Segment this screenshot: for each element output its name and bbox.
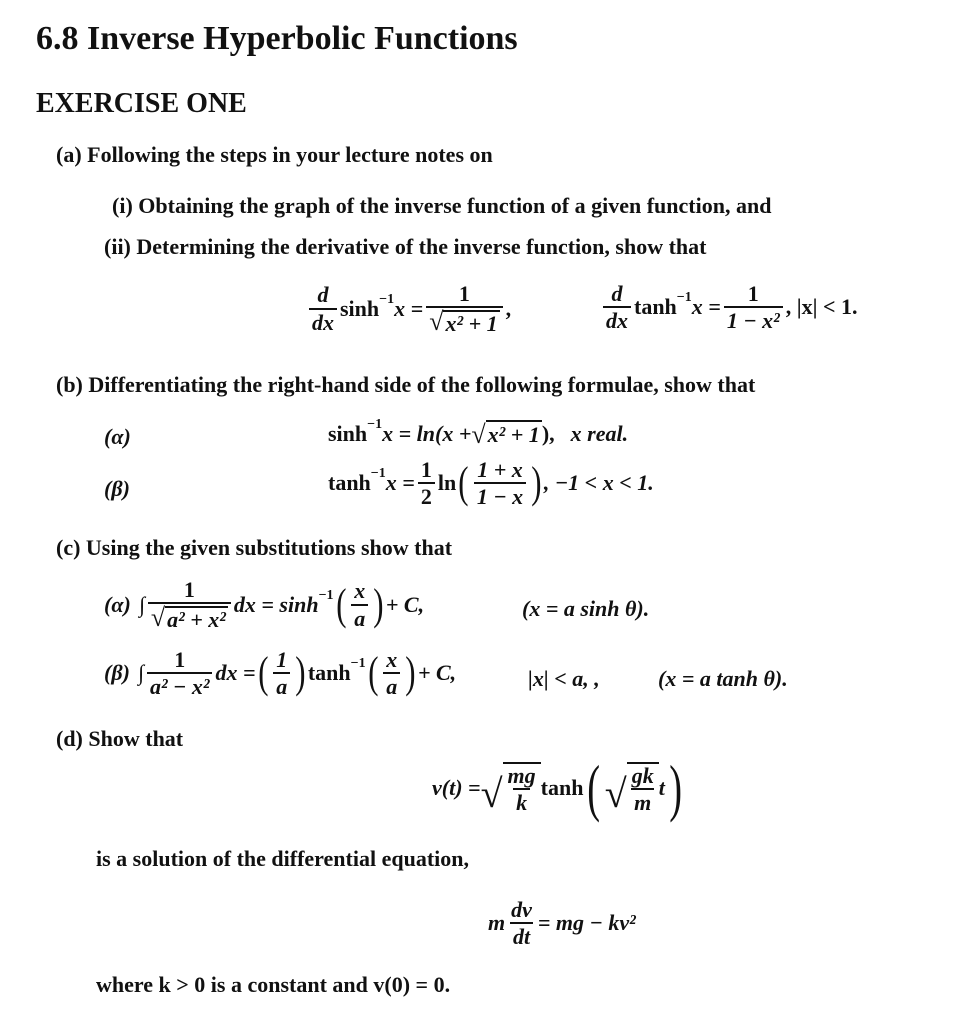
condition-abs-x: |x| < a, , <box>528 666 600 691</box>
part-b-beta-label: (β) <box>104 476 130 501</box>
formula-tanh-inverse-log: tanh −1 x = $\frac{1}{2}$ ln ( $\frac{1 + x}{1 - x}$ ) , −1 < x < 1. <box>328 457 654 510</box>
formula-sinh-inverse-log: sinh −1 x = ln(x + √ x² + 1 ), x real. <box>328 417 629 449</box>
part-c-intro: (c) Using the given substitutions show that <box>56 535 453 560</box>
velocity-formula: v(t) = √ $\frac{mg}{k}$ tanh ( √ $\frac{gk}{m}$ t ) <box>432 752 682 823</box>
equation-d-sinh-inverse: $\frac{d}{dx}$ sinh −1 x = 1 √ x² + 1 , <box>306 282 511 335</box>
equation-d-tanh-inverse: $\frac{d}{dx}$ tanh −1 x = $\frac{1}{\text{1 − x²}}$ , |x| < 1. <box>600 282 858 332</box>
part-d-intro: (d) Show that <box>56 726 184 751</box>
section-title: 6.8 Inverse Hyperbolic Functions <box>36 20 518 57</box>
substitution-tanh: (x = a tanh θ). <box>658 666 788 691</box>
initial-condition: where k > 0 is a constant and v(0) = 0. <box>96 972 451 997</box>
part-b-alpha-label: (α) <box>104 424 131 449</box>
part-a-intro: (a) Following the steps in your lecture notes on <box>56 142 493 167</box>
part-a-item-i: (i) Obtaining the graph of the inverse function of a given function, and <box>112 193 772 218</box>
exercise-title: EXERCISE ONE <box>36 88 247 119</box>
solution-statement: is a solution of the differential equation, <box>96 846 470 871</box>
substitution-sinh: (x = a sinh θ). <box>522 596 650 621</box>
differential-equation: m $\frac{dv}{dt}$ = mg − kv² <box>488 897 636 950</box>
integral-tanh-substitution: (β) ∫ $\frac{1}{\text{a² − x²}}$ dx = ( $\frac{1}{a}$ ) tanh −1 ( $\frac{x}{a}$ ) + C, <box>104 647 457 700</box>
part-a-item-ii: (ii) Determining the derivative of the inverse function, show that <box>104 234 707 259</box>
integral-sinh-substitution: (α) ∫ 1 √ a² + x² dx = sinh −1 ( $\frac{x}{a}$ ) + C, <box>104 577 425 633</box>
part-b-intro: (b) Differentiating the right-hand side of the following formulae, show that <box>56 372 756 397</box>
